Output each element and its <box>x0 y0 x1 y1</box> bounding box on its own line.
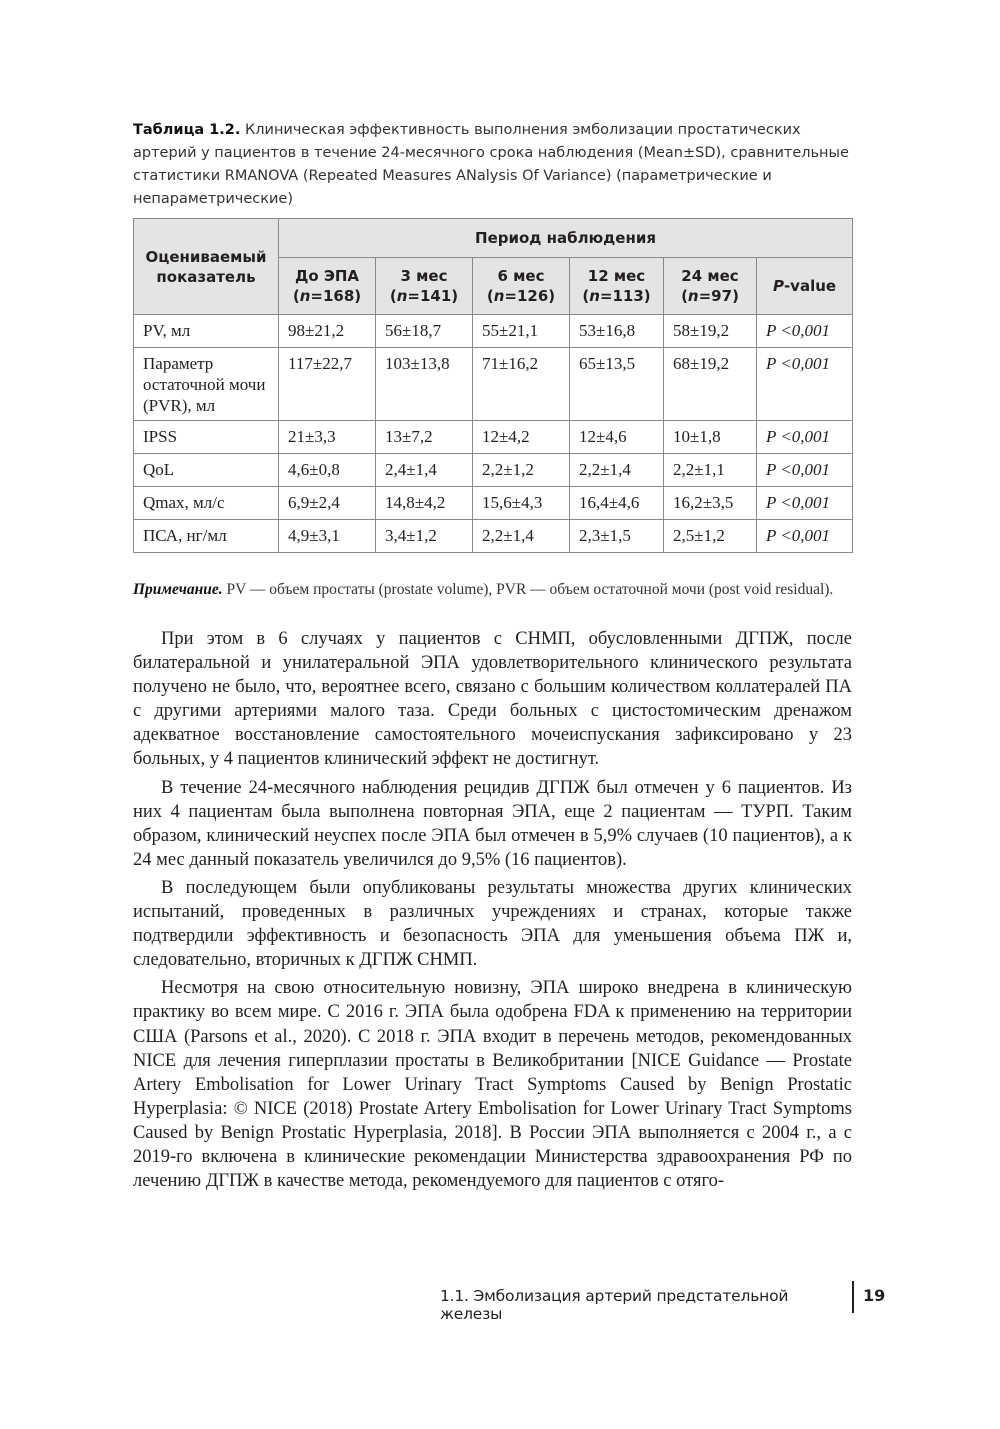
column-header-n-value: =113 <box>599 287 644 305</box>
body-paragraph: Несмотря на свою относительную новизну, ЭПА широко внедрена в клиническую практику во всем мире. С 2016 г. ЭПА была одобрена FDA к применению на территории США (Parsons et al., 2020). С 2018 г. ЭПА входит в перечень методов, рекомендованных NICE для лечения гиперплазии простаты в Великобритании [NICE Guidance — Prostate Artery Embolisation for Lower Urinary Tract Symptoms Caused by Benign Prostatic Hyperplasia: © NICE (2018) Prostate Artery Embolisation for Lower Urinary Tract Symptoms Caused by Benign Prostatic Hyperplasia, 2018]. В России ЭПА выполняется с 2004 г., а с 2019-го включена в клинические рекомендации Министерства здравоохранения РФ по лечению ДГПЖ в качестве метода, рекомендуемого для пациентов с отяго- <box>133 978 852 1192</box>
table-cell: 2,2±1,1 <box>664 454 757 487</box>
table-cell: 58±19,2 <box>664 315 757 348</box>
column-header-n-label: n <box>493 287 505 305</box>
table-cell: 12±4,6 <box>570 421 664 454</box>
table-cell: 65±13,5 <box>570 348 664 421</box>
running-footer-chapter: 1.1. Эмболизация артерий предстательной железы <box>440 1287 789 1323</box>
column-header: 12 мес (n=113) <box>570 258 664 315</box>
column-header: 3 мес (n=141) <box>376 258 473 315</box>
column-header-n-value: =168 <box>310 287 355 305</box>
table-cell: 98±21,2 <box>279 315 376 348</box>
table-note-label: Примечание. <box>133 581 223 598</box>
table-cell: 2,3±1,5 <box>570 520 664 553</box>
results-table <box>133 218 853 553</box>
table-caption-label: Таблица 1.2. <box>133 122 241 138</box>
table-cell: 4,6±0,8 <box>279 454 376 487</box>
p-value-cell: P <0,001 <box>757 454 853 487</box>
table-cell: 13±7,2 <box>376 421 473 454</box>
table-cell: 55±21,1 <box>473 315 570 348</box>
table-row <box>134 487 853 520</box>
table-caption-text: Клиническая эффективность выполнения эмболизации простатических артерий у пациентов в течение 24-месячного срока наблюдения (Mean±SD), сравнительные статистики RMANOVA (Repeated Measures ANalysis Of Variance) (параметрические и непараметрические) <box>133 122 849 207</box>
table-row <box>134 348 853 421</box>
table-cell: 2,5±1,2 <box>664 520 757 553</box>
p-value-cell: P <0,001 <box>757 348 853 421</box>
table-note-text: PV — объем простаты (prostate volume), PVR — объем остаточной мочи (post void residual). <box>222 581 834 598</box>
period-header: Период наблюдения <box>279 219 853 258</box>
column-header-n-label: n <box>589 287 600 305</box>
table-cell: 16,2±3,5 <box>664 487 757 520</box>
column-header-name: 6 мес <box>497 267 545 285</box>
page-number: 19 <box>863 1286 886 1305</box>
table-cell: 53±16,8 <box>570 315 664 348</box>
column-header-n-label: n <box>687 287 699 305</box>
p-value-cell: P <0,001 <box>757 520 853 553</box>
row-label: QoL <box>134 454 279 487</box>
column-header: До ЭПА (n=168) <box>279 258 376 315</box>
body-paragraph: При этом в 6 случаях у пациентов с СНМП, обусловленными ДГПЖ, после билатеральной и унилатеральной ЭПА удовлетворительного клинического результата получено не было, что, вероятнее всего, связано с большим количеством коллатералей ПА с другими артериями малого таза. Среди больных с цистостомическим дренажом адекватное восстановление самостоятельного мочеиспускания зафиксировано у 23 больных, у 4 пациентов клинический эффект не достигнут. <box>133 629 852 770</box>
column-header-n-value: =97 <box>698 287 733 305</box>
table-cell: 14,8±4,2 <box>376 487 473 520</box>
table-cell: 2,2±1,2 <box>473 454 570 487</box>
pvalue-header-rest: -value <box>783 277 837 295</box>
row-label: IPSS <box>134 421 279 454</box>
table-cell: 21±3,3 <box>279 421 376 454</box>
table-cell: 6,9±2,4 <box>279 487 376 520</box>
pvalue-header <box>757 258 853 315</box>
column-header: 24 мес (n=97) <box>664 258 757 315</box>
table-body <box>134 315 853 553</box>
footer-divider <box>852 1281 854 1313</box>
row-label: Qmax, мл/с <box>134 487 279 520</box>
table-cell: 12±4,2 <box>473 421 570 454</box>
table-cell: 56±18,7 <box>376 315 473 348</box>
column-header-name: 24 мес <box>681 267 739 285</box>
table-cell: 16,4±4,6 <box>570 487 664 520</box>
table-cell: 3,4±1,2 <box>376 520 473 553</box>
column-header-name: До ЭПА <box>294 267 360 285</box>
table-cell: 2,2±1,4 <box>473 520 570 553</box>
table-caption <box>133 119 853 211</box>
body-paragraph: В течение 24-месячного наблюдения рецидив ДГПЖ был отмечен у 6 пациентов. Из них 4 пациентам была выполнена повторная ЭПА, еще 2 пациентам — ТУРП. Таким образом, клинический неуспех после ЭПА был отмечен в 5,9% случаев (10 пациентов), а к 24 мес данный показатель увеличился до 9,5% (16 пациентов). <box>133 777 852 870</box>
table-row <box>134 520 853 553</box>
body-text <box>133 627 852 1197</box>
table-cell: 2,2±1,4 <box>570 454 664 487</box>
p-value-cell: P <0,001 <box>757 487 853 520</box>
table-cell: 71±16,2 <box>473 348 570 421</box>
table-row <box>134 454 853 487</box>
column-header-n-label: n <box>396 287 408 305</box>
table-cell: 10±1,8 <box>664 421 757 454</box>
table-note <box>133 580 853 600</box>
table-cell: 4,9±3,1 <box>279 520 376 553</box>
pvalue-header-italic: P <box>772 277 784 295</box>
column-header-n-value: =141 <box>407 287 452 305</box>
table-cell: 117±22,7 <box>279 348 376 421</box>
row-label: PV, мл <box>134 315 279 348</box>
row-label: ПСА, нг/мл <box>134 520 279 553</box>
p-value-cell: P <0,001 <box>757 421 853 454</box>
table-cell: 103±13,8 <box>376 348 473 421</box>
column-header-n-label: n <box>299 287 311 305</box>
table-cell: 68±19,2 <box>664 348 757 421</box>
table-cell: 15,6±4,3 <box>473 487 570 520</box>
column-header-name: 3 мес <box>400 267 448 285</box>
page-footer <box>440 1281 886 1323</box>
table-cell: 2,4±1,4 <box>376 454 473 487</box>
column-header-name: 12 мес <box>587 267 646 285</box>
p-value-cell: P <0,001 <box>757 315 853 348</box>
column-header-n-value: =126 <box>504 287 549 305</box>
row-label: Параметр остаточной мочи (PVR), мл <box>134 348 279 421</box>
indicator-header: Оцениваемый показатель <box>134 219 279 315</box>
table-header-row-1 <box>134 219 853 258</box>
column-header: 6 мес (n=126) <box>473 258 570 315</box>
body-paragraph: В последующем были опубликованы результаты множества других клинических испытаний, проведенных в различных учреждениях и странах, которые также подтвердили эффективность и безопасность ЭПА для уменьшения объема ПЖ и, следовательно, вторичных к ДГПЖ СНМП. <box>133 877 852 971</box>
table-row <box>134 421 853 454</box>
table-row <box>134 315 853 348</box>
